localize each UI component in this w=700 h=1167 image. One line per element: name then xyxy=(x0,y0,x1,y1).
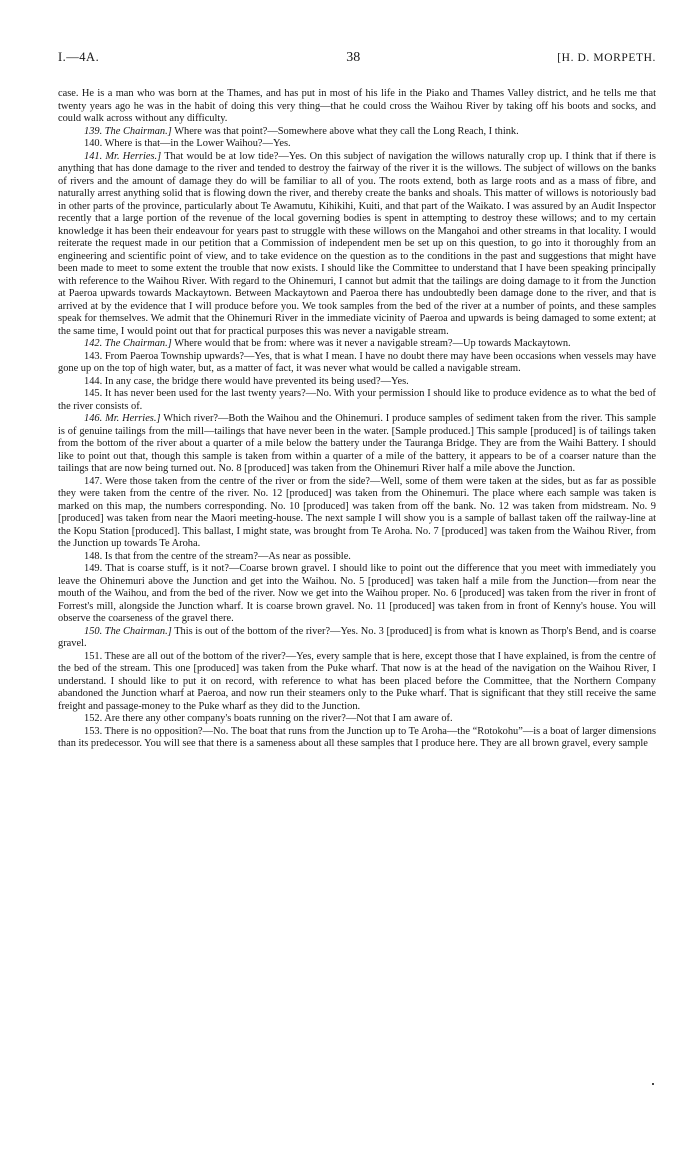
paragraph xyxy=(58,713,656,726)
paragraph-text: 151. These are all out of the bottom of the river?—Yes, every sample that is here, except those that I have explained, is from the centre of the bed of the stream. This one [produced] was taken from the Puke wharf. That now is at the head of the navigation on the Waihou River, I understand. I should like to put it on record, with reference to what has been placed before the Committee, that the Northern Company abandoned the Junction wharf at Paeroa, and now run their steamers only to the Puke wharf. That is significant that they still receive the same freight and passage-money to the Puke wharf as they did to the Junction. xyxy=(58,650,656,712)
paragraph xyxy=(58,88,656,126)
speaker-label: 141. Mr. Herries.] xyxy=(84,150,162,162)
paragraph xyxy=(58,651,656,714)
paragraph xyxy=(58,351,656,376)
speaker-label: 150. The Chairman.] xyxy=(84,625,172,637)
margin-mark xyxy=(652,1083,654,1085)
paragraph-text: 140. Where is that—in the Lower Waihou?—Yes. xyxy=(84,138,291,149)
paragraph-text: 149. That is coarse stuff, is it not?—Coarse brown gravel. I should like to point out the difference that you meet with immediately you leave the Ohinemuri above the Junction and get into the Waihou. No. 5 [produced] was taken half a mile from the Junction—from near the mouth of the Waihou, and from the bed of the river. Now we get into the Waihou proper. No. 6 [produced] was taken from the river in front of Forrest's mill, alongside the Junction wharf. It is coarse brown gravel. No. 11 [produced] was taken from in front of Kenny's house. You will observe the coarseness of the gravel there. xyxy=(58,563,656,624)
speaker-label: 139. The Chairman.] xyxy=(84,125,172,137)
paragraph xyxy=(58,413,656,476)
document-reference: I.—4A. xyxy=(58,50,100,64)
paragraph xyxy=(58,376,656,389)
paragraph xyxy=(58,626,656,651)
paragraph-text: That would be at low tide?—Yes. On this subject of navigation the willows naturally crop up. I think that if there is anything that has done damage to the river and tended to destroy the fairway of the river it is the willows. The subject of willows on the banks of rivers and the amount of damage they do will be familiar to all of you. The roots extend, both as large roots and as a mass of fibre, and naturally arrest anything solid that is flowing down the river, and thereby create the banks and shoals. This matter of willows is notoriously bad in other parts of the province, particularly about Te Awamutu, Kihikihi, Kuiti, and that part of the Waikato. I was assured by an Audit Inspector recently that a large portion of the revenue of the local governing bodies is spent in attempting to destroy these willows; and to my certain knowledge it has been their endeavour for years past to struggle with these willows on the Mangahoi and other streams in that locality. I would reiterate the request made in our petition that a Commission of independent men be set up on this question, to go into it thoroughly from an engineering and scientific point of view, and to take evidence on the question as to the conditions in the past and suggestions that might have been made to meet to some extent the trouble that now exists. I should like the Committee to understand that I have been speaking principally with reference to the Waihou River. With regard to the Ohinemuri, I cannot but admit that the tailings are doing damage to it from the Junction at Paeroa upwards towards Mackaytown. Between Mackaytown and Paeroa there has undoubtedly been damage done to the river, and that is arrived at by the evidence that I will produce before you. We took samples from the bed of the river at a number of points, and these samples speak for themselves. We admit that the Ohinemuri River in the immediate vicinity of Paeroa and upwards is being damaged to some extent; at the same time, I would point out that for practical purposes this was never a navigable stream. xyxy=(58,150,656,337)
paragraph-text: 148. Is that from the centre of the stream?—As near as possible. xyxy=(84,550,351,562)
paragraph-text: 147. Were those taken from the centre of the river or from the side?—Well, some of them were taken at the sides, but as far as possible they were taken from the centre of the river. No. 12 [produced] was taken from the Ohinemuri. The place where each sample was taken is marked on this map, the numbers corresponding. No. 10 [produced] was taken from off the bank. No. 12 was taken from midstream. No. 9 [produced] was taken from near the Maori meeting-house. The next sample I will show you is a sample of ballast taken off the railway-line at the Kopu Station [produced]. This ballast, I might state, was brought from Te Aroha. No. 7 [produced] was taken from the Waihou River, from the Junction up towards Te Aroha. xyxy=(58,475,656,549)
paragraph-text: 143. From Paeroa Township upwards?—Yes, that is what I mean. I have no doubt there may have been occasions when vessels may have gone up on the top of high water, but, as a matter of fact, it was never what would be called a navigable stream. xyxy=(58,350,656,374)
paragraph xyxy=(58,338,656,351)
paragraph xyxy=(58,563,656,626)
paragraph-text: Where was that point?—Somewhere above what they call the Long Reach, I think. xyxy=(174,125,519,137)
paragraph-text: This is out of the bottom of the river?—Yes. No. 3 [produced] is from what is known as Thorp's Bend, and is coarse gravel. xyxy=(58,625,656,649)
paragraph-text: 152. Are there any other company's boats running on the river?—Not that I am aware of. xyxy=(84,713,453,724)
paragraph-text: Which river?—Both the Waihou and the Ohinemuri. I produce samples of sediment taken from the river. This sample is of genuine tailings from the mill—tailings that have never been in the water. [Sample produced.] This sample [produced] is of tailings taken from the bottom of the river about a quarter of a mile below the battery under the Tauranga Bridge. They are from the Waihi Battery. I should like to point out that, though this sample is taken from within a quarter of a mile of the battery, it appears to be of a coarser nature than the tailings that are now being turned out. No. 8 [produced] was taken from the Ohinemuri River half a mile above the Junction. xyxy=(58,413,656,474)
paragraph-text: 145. It has never been used for the last twenty years?—No. With your permission I should like to produce evidence as to what the bed of the river consists of. xyxy=(58,388,656,412)
paragraph xyxy=(58,551,656,564)
paragraph xyxy=(58,126,656,139)
speaker-label: 146. Mr. Herries.] xyxy=(84,413,161,424)
paragraph-text: case. He is a man who was born at the Thames, and has put in most of his life in the Piako and Thames Valley district, and he tells me that twenty years ago he was in the habit of doing this very thing—that he could cross the Waihou River by taking off his boots and socks, and could walk across without any difficulty. xyxy=(58,88,656,124)
page-header xyxy=(58,50,656,66)
witness-name: [H. D. MORPETH. xyxy=(557,52,656,64)
paragraph-text: Where would that be from: where was it never a navigable stream?—Up towards Mackaytown. xyxy=(174,338,571,349)
paragraph xyxy=(58,388,656,413)
paragraph xyxy=(58,726,656,751)
page-number: 38 xyxy=(346,50,361,65)
paragraph xyxy=(58,138,656,151)
speaker-label: 142. The Chairman.] xyxy=(84,338,172,349)
body-text xyxy=(58,88,656,751)
paragraph xyxy=(58,476,656,551)
paragraph-text: 144. In any case, the bridge there would have prevented its being used?—Yes. xyxy=(84,375,409,387)
paragraph-text: 153. There is no opposition?—No. The boat that runs from the Junction up to Te Aroha—the “Rotokohu”—is a boat of larger dimensions than its predecessor. You will see that there is a sameness about all these samples that I produce here. They are all brown gravel, every sample xyxy=(58,725,656,749)
paragraph xyxy=(58,151,656,339)
